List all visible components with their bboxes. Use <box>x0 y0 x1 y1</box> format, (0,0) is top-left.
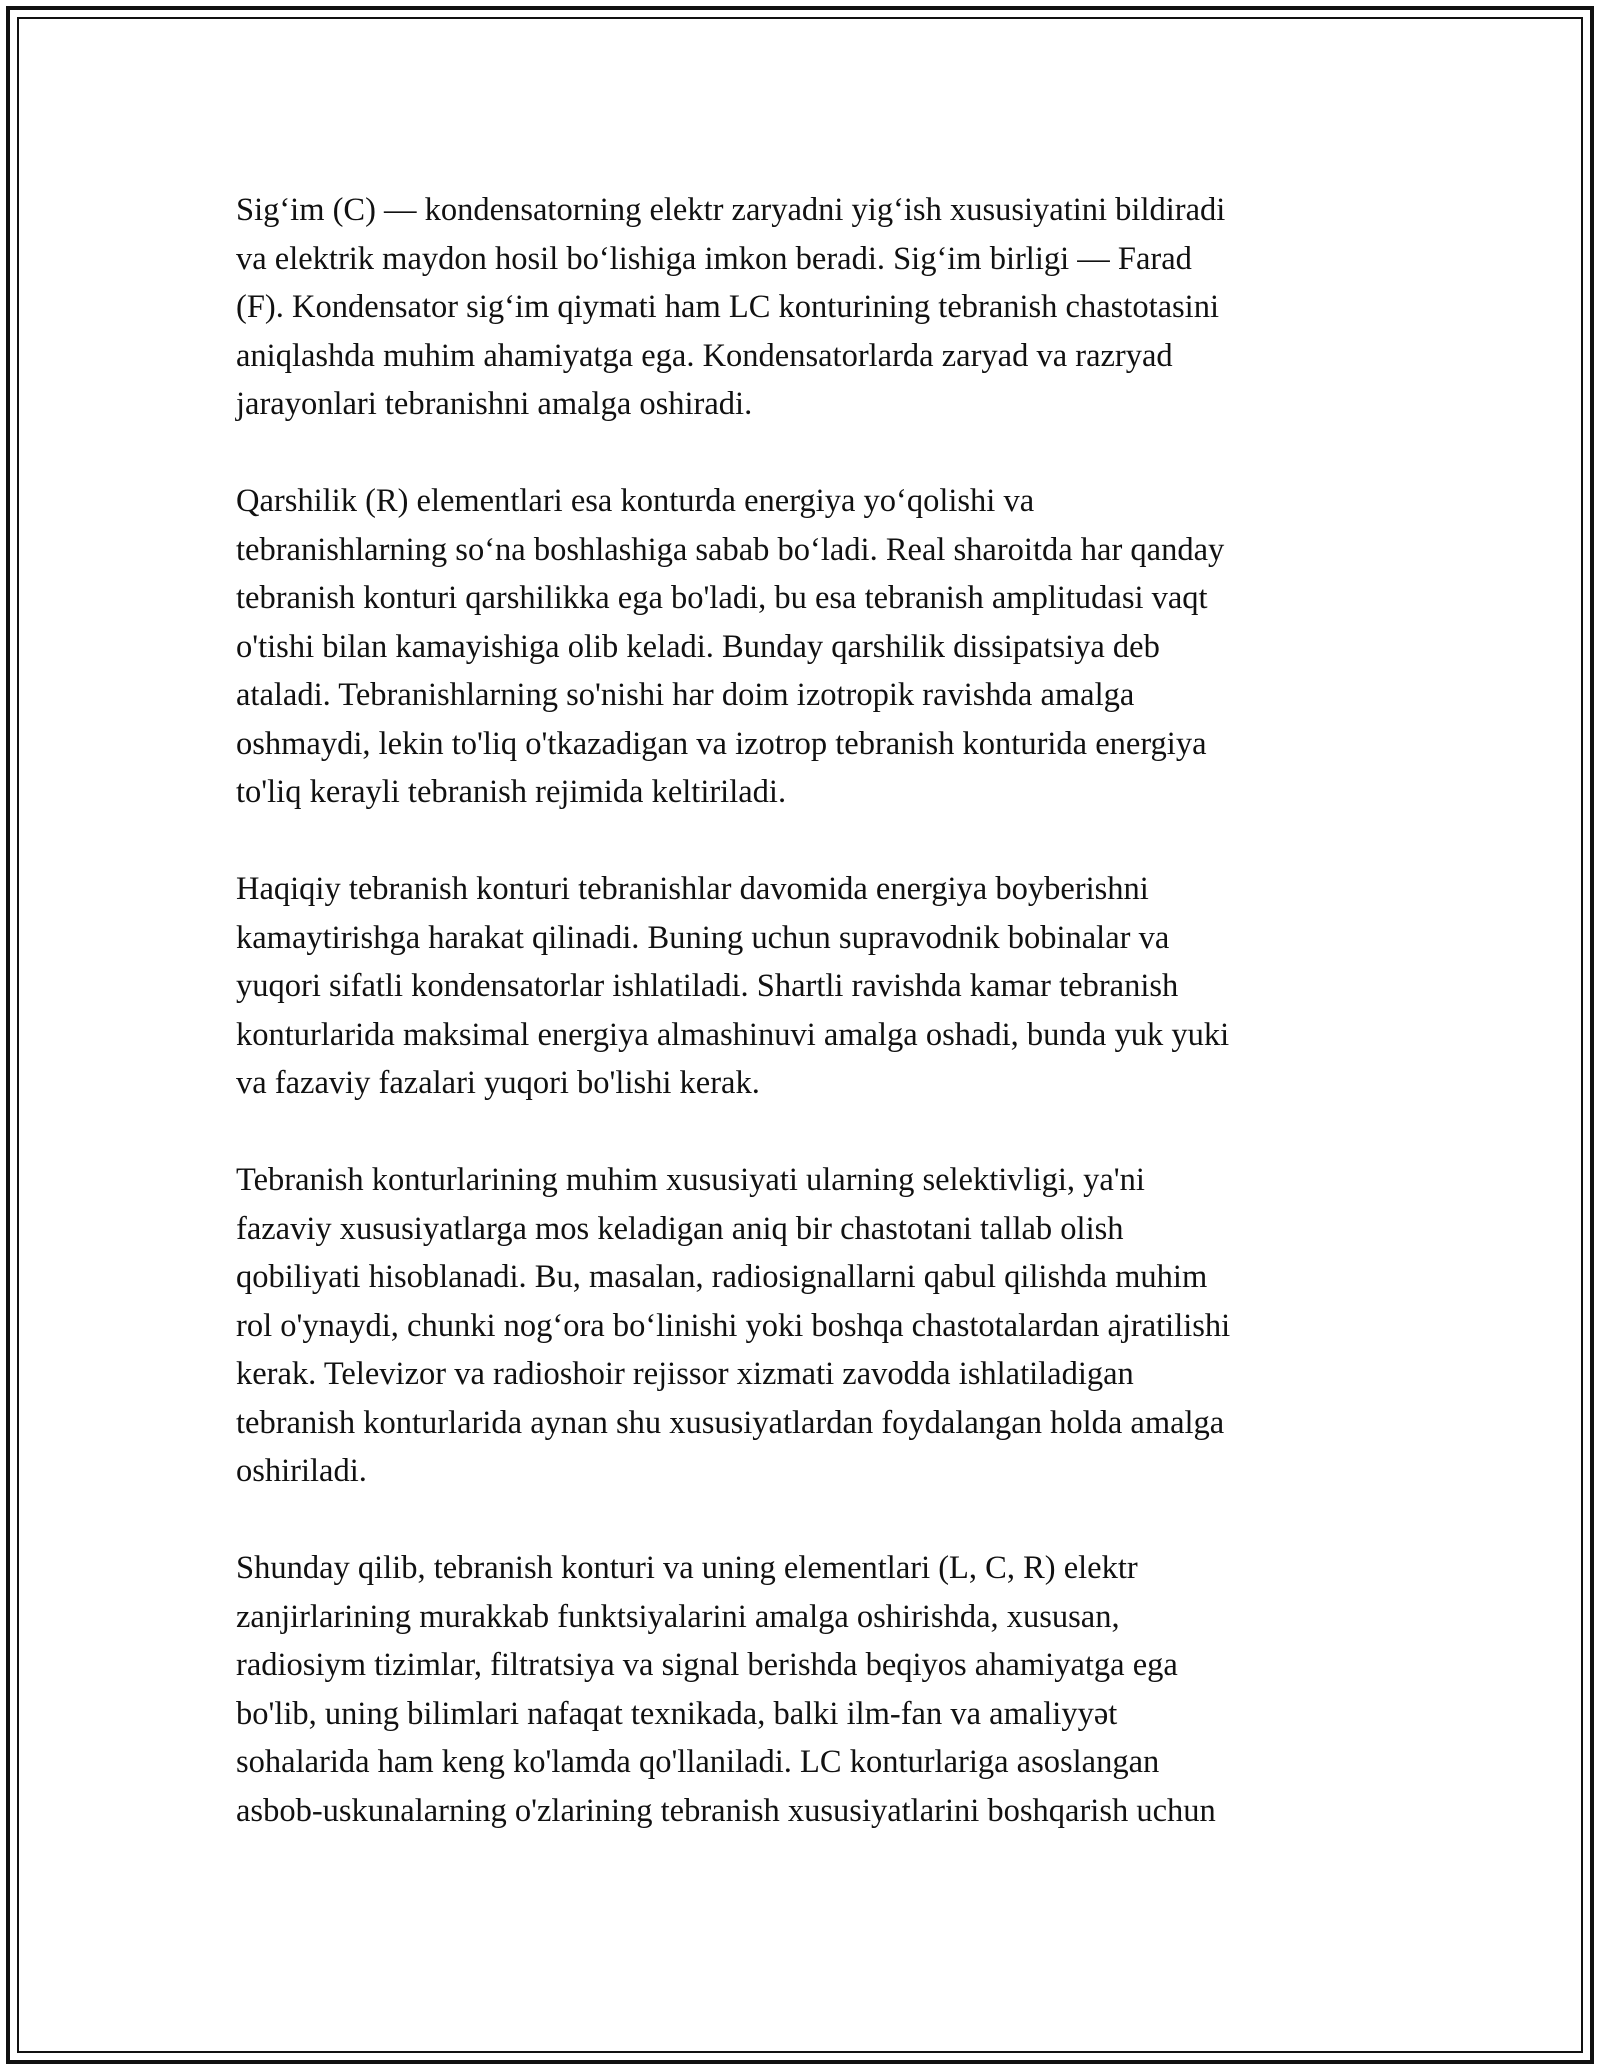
text-line: sohalarida ham keng ko'lamda qo'llaniladi. LC konturlariga asoslangan <box>236 1744 1160 1780</box>
text-line: kamaytirishga harakat qilinadi. Buning uchun supravodnik bobinalar va <box>236 919 1170 956</box>
text-line: oshiriladi. <box>236 1453 367 1489</box>
text-line: va fazaviy fazalari yuqori bo'lishi kerak. <box>236 1065 760 1101</box>
text-line: konturlarida maksimal energiya almashinuvi amalga oshadi, bunda yuk yuki <box>236 1016 1230 1053</box>
text-line: oshmaydi, lekin to'liq o'tkazadigan va izotrop tebranish konturida energiya <box>236 725 1207 762</box>
text-line: Sig‘im (C) — kondensatorning elektr zaryadni yig‘ish xususiyatini bildiradi <box>236 192 1226 228</box>
text-line: zanjirlarining murakkab funktsiyalarini amalga oshirishda, xususan, <box>236 1598 1120 1635</box>
text-line: bo'lib, uning bilimlari nafaqat texnikada, balki ilm-fan va amaliyyət <box>236 1695 1118 1732</box>
text-line: tebranish konturi qarshilikka ega bo'ladi, bu esa tebranish amplitudasi vaqt <box>236 580 1208 616</box>
text-line: (F). Kondensator sig‘im qiymati ham LC konturining tebranish chastotasini <box>236 289 1219 325</box>
paragraph-real-circuit <box>236 865 1366 1108</box>
paragraph-capacitance <box>236 186 1366 429</box>
text-line: tebranishlarning so‘na boshlashiga sabab bo‘ladi. Real sharoitda har qanday <box>236 531 1225 568</box>
text-line: Tebranish konturlarining muhim xususiyati ularning selektivligi, ya'ni <box>236 1162 1145 1198</box>
paragraph-resistance <box>236 477 1366 817</box>
document-body <box>236 186 1366 1884</box>
text-line: Haqiqiy tebranish konturi tebranishlar davomida energiya boyberishni <box>236 871 1149 907</box>
text-line: asbob-uskunalarning o'zlarining tebranish xususiyatlarini boshqarish uchun <box>236 1792 1216 1829</box>
text-line: qobiliyati hisoblanadi. Bu, masalan, radiosignallarni qabul qilishda muhim <box>236 1259 1208 1295</box>
paragraph-conclusion <box>236 1544 1366 1835</box>
text-line: fazaviy xususiyatlarga mos keladigan aniq bir chastotani tallab olish <box>236 1210 1124 1247</box>
text-line: tebranish konturlarida aynan shu xususiyatlardan foydalangan holda amalga <box>236 1404 1225 1441</box>
text-line: kerak. Televizor va radioshoir rejissor xizmati zavodda ishlatiladigan <box>236 1356 1134 1392</box>
text-line: radiosiym tizimlar, filtratsiya va signal berishda beqiyos ahamiyatga ega <box>236 1647 1178 1683</box>
paragraph-selectivity <box>236 1156 1366 1496</box>
text-line: va elektrik maydon hosil bo‘lishiga imkon beradi. Sig‘im birligi — Farad <box>236 240 1192 277</box>
text-line: Qarshilik (R) elementlari esa konturda energiya yo‘qolishi va <box>236 483 1035 519</box>
text-line: Shunday qilib, tebranish konturi va uning elementlari (L, C, R) elektr <box>236 1550 1138 1586</box>
text-line: to'liq kerayli tebranish rejimida keltiriladi. <box>236 774 787 810</box>
text-line: o'tishi bilan kamayishiga olib keladi. Bunday qarshilik dissipatsiya deb <box>236 628 1160 665</box>
text-line: yuqori sifatli kondensatorlar ishlatiladi. Shartli ravishda kamar tebranish <box>236 968 1179 1004</box>
text-line: ataladi. Tebranishlarning so'nishi har doim izotropik ravishda amalga <box>236 677 1135 713</box>
text-line: rol o'ynaydi, chunki nog‘ora bo‘linishi yoki boshqa chastotalardan ajratilishi <box>236 1307 1231 1344</box>
text-line: aniqlashda muhim ahamiyatga ega. Kondensatorlarda zaryad va razryad <box>236 337 1173 374</box>
text-line: jarayonlari tebranishni amalga oshiradi. <box>236 386 753 422</box>
